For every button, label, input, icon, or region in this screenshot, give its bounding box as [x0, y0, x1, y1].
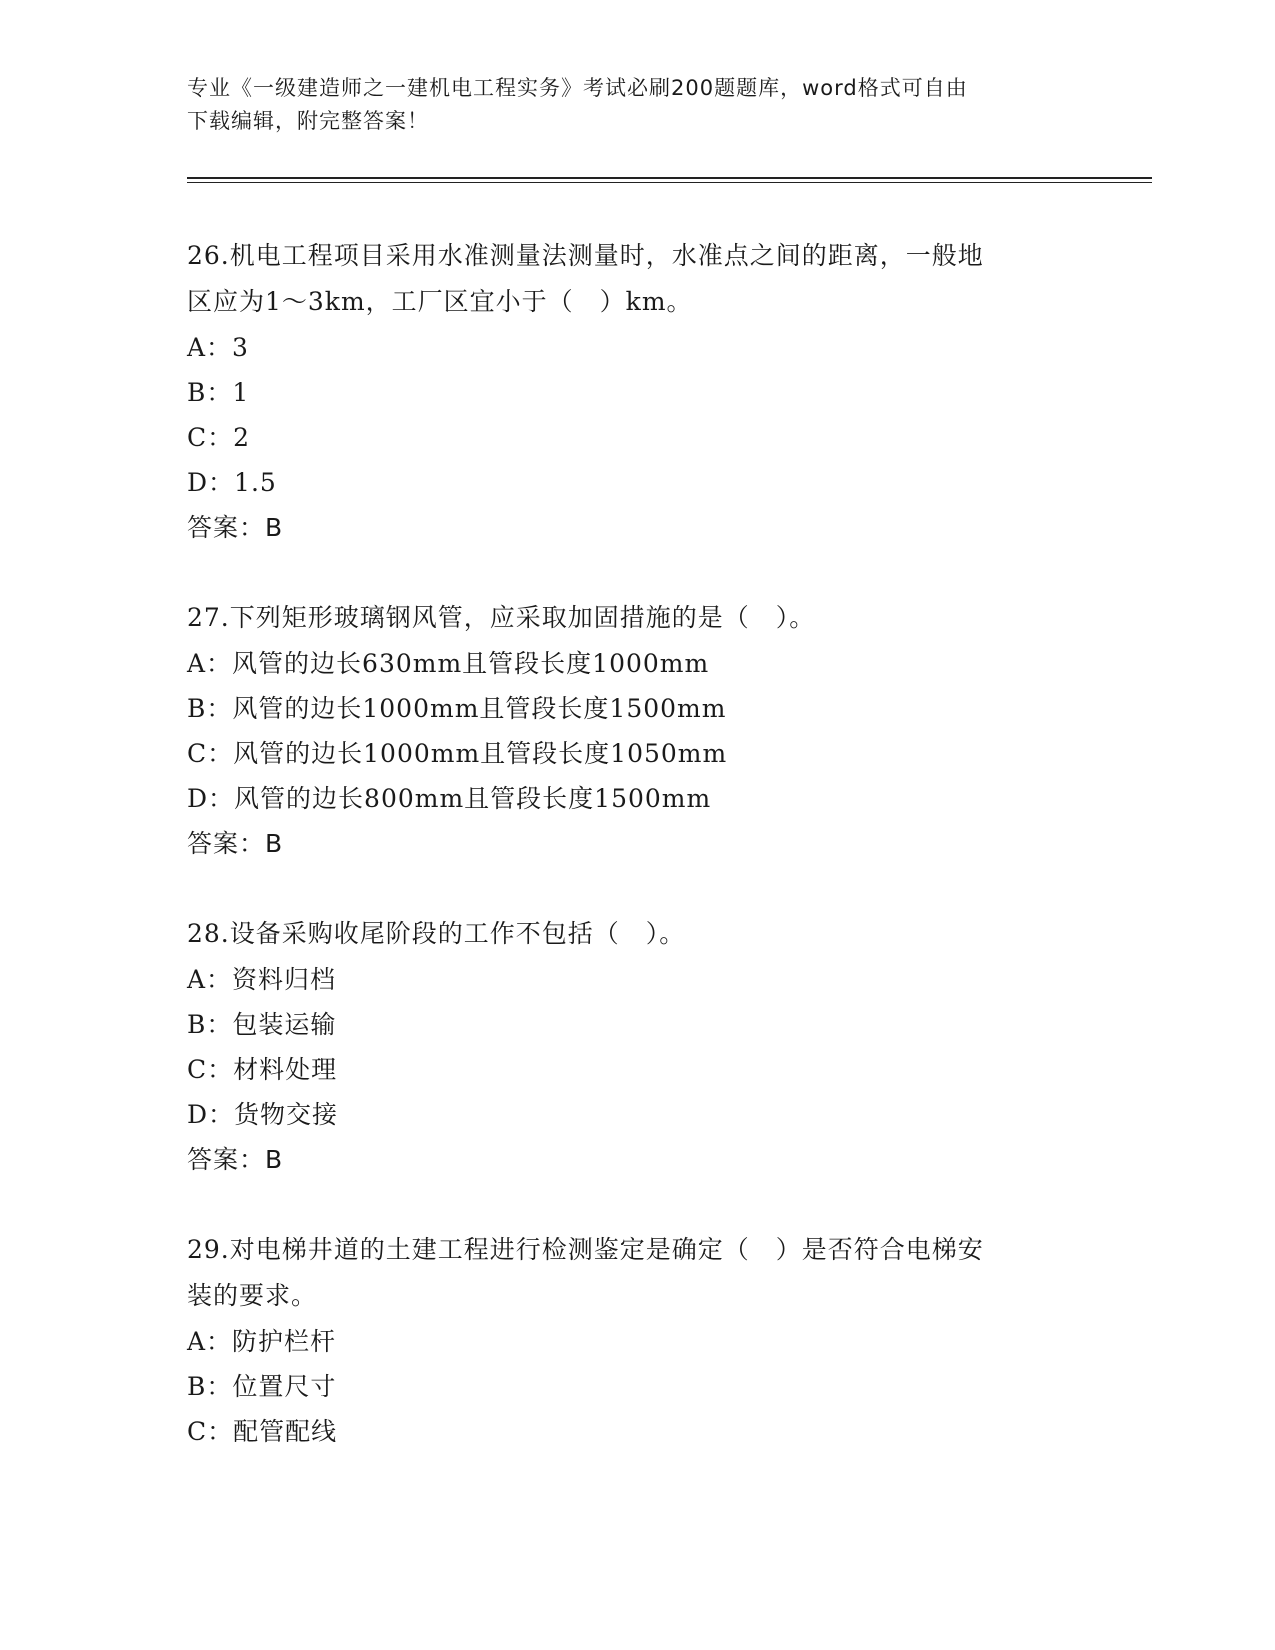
answer-line: 答案：B [187, 1145, 284, 1174]
option-d: D：风管的边长800mm且管段长度1500mm [187, 784, 712, 813]
question-29 [187, 1227, 1087, 1454]
question-stem-cont: 装的要求。 [187, 1281, 318, 1310]
answer-line: 答案：B [187, 829, 284, 858]
header-line-1: 专业《一级建造师之一建机电工程实务》考试必刷200题题库，word格式可自由 [187, 76, 968, 100]
header-line-2: 下载编辑，附完整答案！ [187, 109, 429, 133]
option-b: B：包装运输 [187, 1010, 337, 1039]
option-b: B：位置尺寸 [187, 1372, 337, 1401]
question-26 [187, 233, 1087, 551]
question-stem-cont: 区应为1～3km，工厂区宜小于（ ）km。 [187, 287, 693, 316]
question-stem: 29.对电梯井道的土建工程进行检测鉴定是确定（ ）是否符合电梯安 [187, 1235, 984, 1264]
question-28 [187, 911, 1087, 1183]
question-stem: 26.机电工程项目采用水准测量法测量时，水准点之间的距离，一般地 [187, 241, 984, 270]
document-header [187, 72, 1067, 138]
header-divider-thin [187, 182, 1152, 183]
option-a: A：3 [187, 333, 249, 362]
option-b: B：1 [187, 378, 250, 407]
option-a: A：风管的边长630mm且管段长度1000mm [187, 649, 710, 678]
option-c: C：材料处理 [187, 1055, 338, 1084]
option-c: C：风管的边长1000mm且管段长度1050mm [187, 739, 728, 768]
option-d: D：1.5 [187, 468, 277, 497]
question-27 [187, 595, 1087, 867]
option-b: B：风管的边长1000mm且管段长度1500mm [187, 694, 727, 723]
question-stem: 27.下列矩形玻璃钢风管，应采取加固措施的是（ ）。 [187, 603, 816, 632]
option-d: D：货物交接 [187, 1100, 339, 1129]
option-a: A：防护栏杆 [187, 1327, 337, 1356]
header-divider-thick [187, 177, 1152, 179]
question-list [187, 233, 1087, 1498]
option-c: C：配管配线 [187, 1417, 338, 1446]
answer-line: 答案：B [187, 513, 284, 542]
question-stem: 28.设备采购收尾阶段的工作不包括（ ）。 [187, 919, 686, 948]
option-a: A：资料归档 [187, 965, 337, 994]
option-c: C：2 [187, 423, 251, 452]
